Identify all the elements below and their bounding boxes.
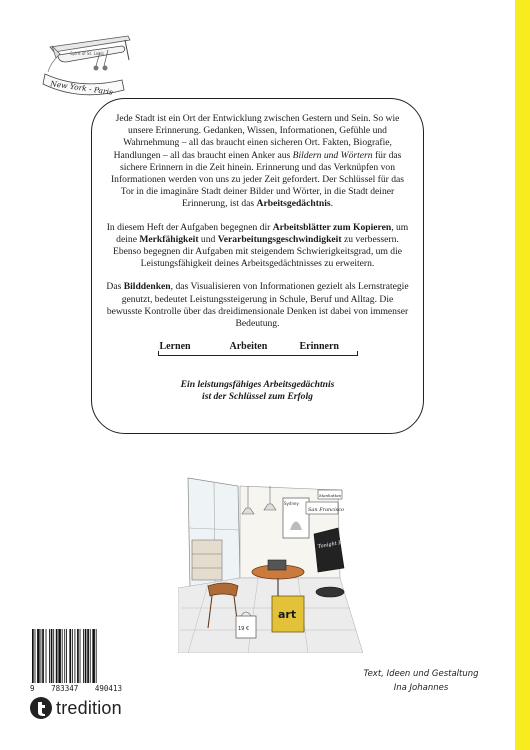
bold-text: Arbeitsblätter zum Kopieren bbox=[272, 221, 392, 233]
barcode-digit-group-2: 490413 bbox=[94, 684, 122, 693]
barcode-bar bbox=[62, 629, 63, 683]
credits-line-1: Text, Ideen und Gestaltung bbox=[363, 669, 479, 679]
barcode-bar bbox=[87, 629, 89, 683]
logo-banner-text: New York - Paris bbox=[49, 79, 114, 97]
barcode-bar bbox=[42, 629, 44, 683]
poster-manhattan-text: Manhattan bbox=[319, 493, 342, 498]
room-illustration bbox=[178, 468, 363, 653]
barcode-digit-group-1: 783347 bbox=[51, 684, 79, 693]
barcode-icon bbox=[30, 629, 120, 683]
barcode-bar bbox=[75, 629, 76, 683]
blurb-paragraph-2 bbox=[106, 222, 409, 271]
keyword-lernen: Lernen bbox=[159, 341, 191, 353]
bold-text: Bilddenken bbox=[123, 281, 171, 293]
text: Das bbox=[106, 281, 124, 293]
record-icon bbox=[316, 587, 344, 597]
barcode-digit-prefix: 9 bbox=[30, 684, 35, 693]
art-box-text: art bbox=[278, 608, 297, 621]
barcode-bar bbox=[69, 629, 71, 683]
barcode-bar bbox=[37, 629, 40, 683]
barcode-bar bbox=[35, 629, 36, 683]
barcode-bar bbox=[49, 629, 50, 683]
text: Jede Stadt ist ein Ort der Entwicklung zwischen Gestern und Sein. So wie unsere Erinnerung. Gedanken, Wissen, Informationen, Gefühle und Wahrnehmung – all das braucht einen sicheren Ort. Fakten, Biografie, Handlungen – all das braucht einen Anker aus bbox=[113, 113, 400, 161]
keyword-row bbox=[158, 341, 358, 367]
barcode-bar bbox=[41, 629, 42, 683]
blurb-paragraph-1 bbox=[106, 113, 409, 211]
blurb-paragraph-3 bbox=[106, 281, 409, 330]
keyword-arbeiten: Arbeiten bbox=[229, 341, 268, 353]
barcode-bar bbox=[96, 629, 97, 683]
barcode-bar bbox=[92, 629, 95, 683]
text: und bbox=[198, 233, 218, 245]
easel-text: Tonight Blues bbox=[317, 538, 353, 550]
keyword-bracket-line bbox=[158, 355, 358, 356]
barcode bbox=[30, 629, 120, 683]
barcode-bar bbox=[85, 629, 87, 683]
slogan bbox=[106, 379, 409, 403]
poster-script-text: San Francisco bbox=[308, 507, 345, 513]
barcode-bar bbox=[56, 629, 58, 683]
barcode-bar bbox=[66, 629, 67, 683]
barcode-bar bbox=[83, 629, 84, 683]
barcode-bar bbox=[51, 629, 53, 683]
credits bbox=[356, 667, 486, 695]
barcode-bar bbox=[58, 629, 61, 683]
barcode-bar bbox=[77, 629, 79, 683]
publisher-icon bbox=[30, 697, 52, 719]
barcode-digits bbox=[30, 684, 122, 693]
text: . bbox=[330, 198, 334, 210]
barcode-bar bbox=[53, 629, 54, 683]
text: , das Visualisieren von Informationen gezielt als Lernstrategie genutzt, bedeutet Leistungssteigerung in Schule, Beruf und Alltag. Die bewusste Kontrolle über das dreidimensionale Denken ist dabei von immenser Bedeutung. bbox=[106, 281, 409, 330]
typewriter-icon bbox=[268, 560, 286, 570]
price-tag-text: 19 € bbox=[238, 626, 250, 632]
bold-text: Verarbeitungsgeschwindigkeit bbox=[217, 233, 342, 245]
slogan-line-2: ist der Schlüssel zum Erfolg bbox=[202, 391, 313, 403]
room-sketch bbox=[178, 468, 363, 653]
barcode-bar bbox=[46, 629, 47, 683]
barcode-bar bbox=[64, 629, 65, 683]
publisher-name: tredition bbox=[56, 697, 122, 718]
yellow-edge-strip bbox=[515, 0, 530, 750]
bold-text: Arbeitsgedächtnis bbox=[256, 198, 331, 210]
easel-sign bbox=[314, 528, 344, 572]
text: zu verbessern. Ebenso begegnen dir Aufgaben mit steigendem Schwierigkeitsgrad, um die Leistungsfähigkeit deines Arbeitsgedächtnisses zu erweitern. bbox=[112, 233, 403, 270]
slogan-line-1: Ein leistungsfähiges Arbeitsgedächtnis bbox=[180, 379, 335, 391]
text: , um deine bbox=[116, 221, 409, 245]
barcode-bar bbox=[32, 629, 34, 683]
bold-text: Merkfähigkeit bbox=[139, 233, 199, 245]
text: für das sichere Erinnern in die Zeit hinein. Erinnerung und das Verknüpfen von Informationen werden von uns zu jeder Zeit gefordert. Der Schlüssel für das Tor in die imaginäre Stadt deiner Bilder und Wörter, in die Stadt deiner Erinnerung, ist das bbox=[110, 149, 405, 210]
credits-author: Ina Johannes bbox=[393, 683, 449, 693]
plane-label: Spirit of St. Louis bbox=[70, 51, 104, 56]
barcode-bar bbox=[72, 629, 73, 683]
barcode-bar bbox=[80, 629, 81, 683]
barcode-bar bbox=[90, 629, 91, 683]
keyword-erinnern: Erinnern bbox=[299, 341, 339, 353]
poster-sydney-text: Sydney bbox=[284, 501, 299, 506]
text: In diesem Heft der Aufgaben begegnen dir bbox=[106, 221, 273, 233]
publisher-logo bbox=[30, 697, 122, 719]
chair-icon bbox=[208, 583, 238, 596]
blurb-box bbox=[91, 98, 424, 434]
italic-text: Bildern und Wörtern bbox=[292, 149, 373, 161]
